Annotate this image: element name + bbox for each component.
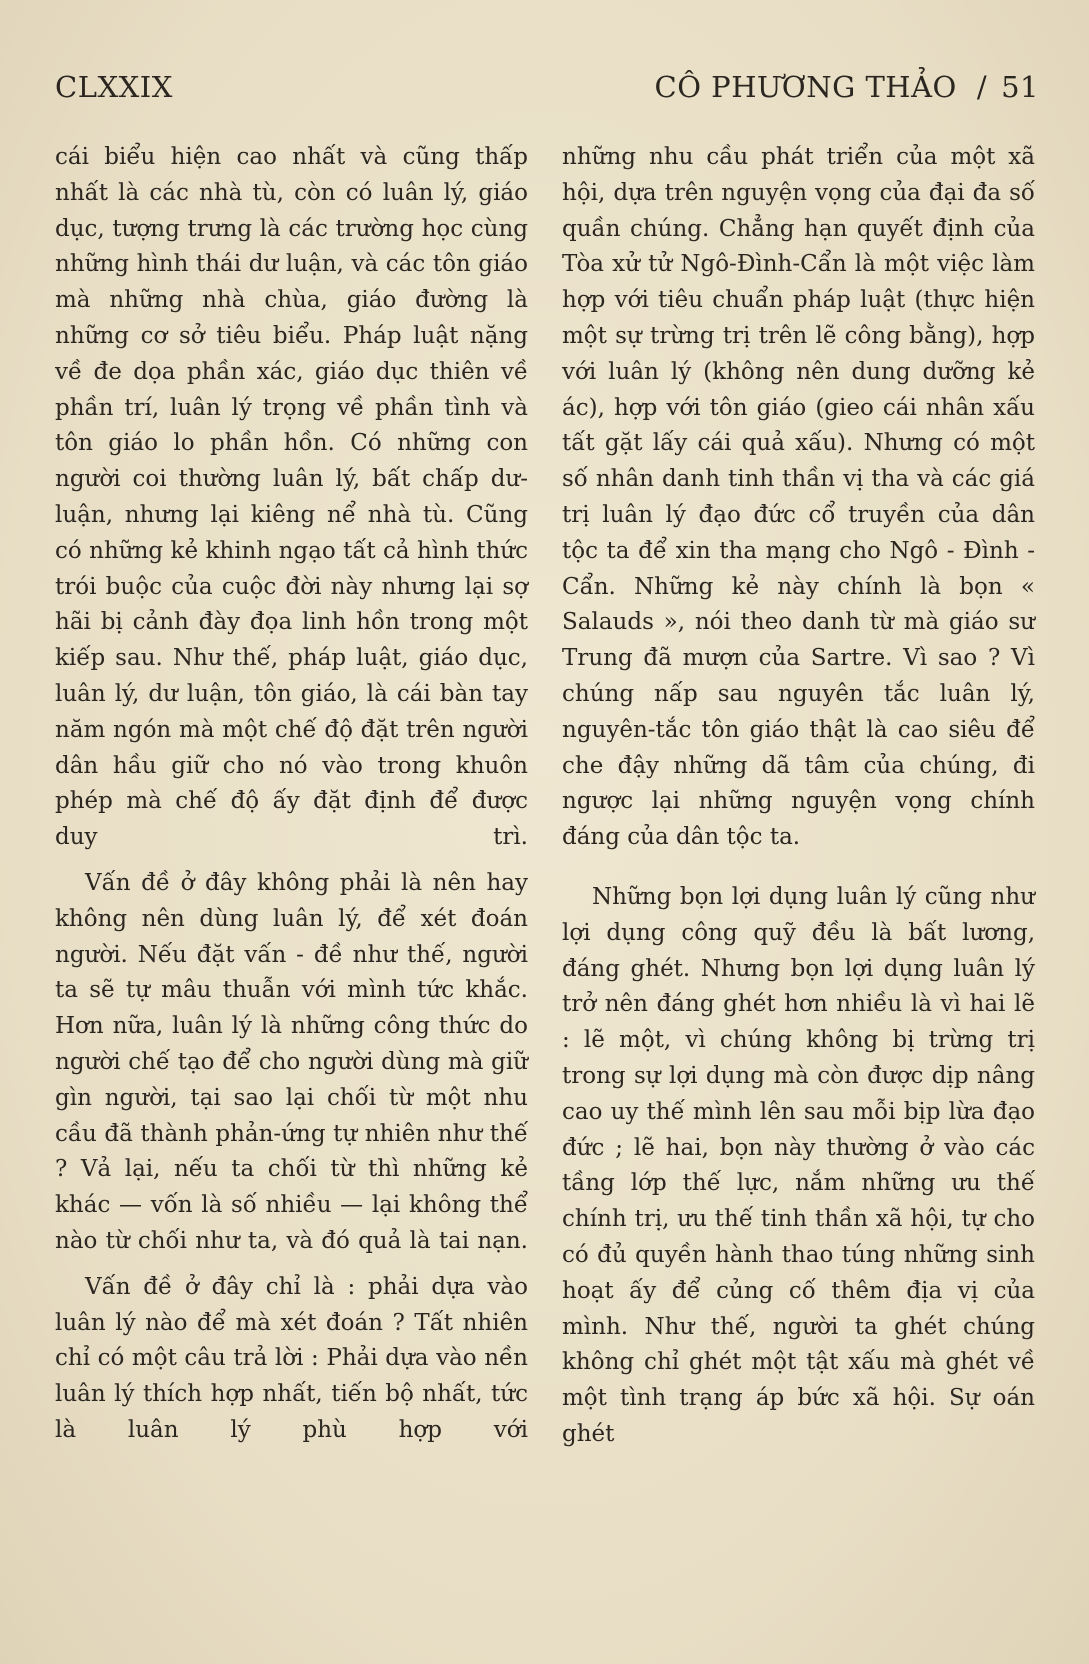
paragraph: cái biểu hiện cao nhất và cũng thấp nhất là các nhà tù, còn có luân lý, giáo dục, tượng trưng là các trường học cùng những hình thái dư luận, và các tôn giáo mà những nhà chùa, giáo đường là những cơ sở tiêu biểu. Pháp luật nặng về đe dọa phần xác, giáo dục thiên về phần trí, luân lý trọng về phần tình và tôn giáo lo phần hồn. Có những con người coi thường luân lý, bất chấp dư-luận, nhưng lại kiêng nể nhà tù. Cũng có những kẻ khinh ngạo tất cả hình thức trói buộc của cuộc đời này nhưng lại sợ hãi bị cảnh đày đọa linh hồn trong một kiếp sau. Như thế, pháp luật, giáo dục, luân lý, dư luận, tôn giáo, là cái bàn tay năm ngón mà một chế độ đặt trên người dân hầu giữ cho nó vào trong khuôn phép mà chế độ ấy đặt định để được duy trì. — [55, 144, 528, 851]
running-title: CÔ PHƯƠNG THẢO — [654, 70, 957, 104]
section-number: CLXXIX — [55, 70, 173, 104]
page-header — [55, 70, 1039, 112]
header-separator: / — [976, 70, 988, 104]
paragraph: Vấn đề ở đây không phải là nên hay không nên dùng luân lý, để xét đoán người. Nếu đặt vấn - đề như thế, người ta sẽ tự mâu thuẫn với mình tức khắc. Hơn nữa, luân lý là những công thức do người chế tạo để cho người dùng mà giữ gìn người, tại sao lại chối từ một nhu cầu đã thành phản-ứng tự nhiên như thế ? Vả lại, nếu ta chối từ thì những kẻ khác — vốn là số nhiều — lại không thể nào từ chối như ta, và đó quả là tai nạn. — [55, 869, 528, 1254]
paragraph: những nhu cầu phát triển của một xã hội, dựa trên nguyện vọng của đại đa số quần chúng. Chẳng hạn quyết định của Tòa xử tử Ngô-Đình-Cẩn là một việc làm hợp với tiêu chuẩn pháp luật (thực hiện một sự trừng trị trên lẽ công bằng), hợp với luân lý (không nên dung dưỡng kẻ ác), hợp với tôn giáo (gieo cái nhân xấu tất gặt lấy cái quả xấu). Nhưng có một số nhân danh tinh thần vị tha và các giá trị luân lý đạo đức cổ truyền của dân tộc ta để xin tha mạng cho Ngô - Đình - Cẩn. Những kẻ này chính là bọn « Salauds », nói theo danh từ mà giáo sư Trung đã mượn của Sartre. Vì sao ? Vì chúng nấp sau nguyên tắc luân lý, nguyên-tắc tôn giáo thật là cao siêu để che đậy những dã tâm của chúng, đi ngược lại những nguyện vọng chính đáng của dân tộc ta. — [562, 144, 1035, 851]
right-column — [562, 140, 1035, 1453]
running-header — [655, 70, 1040, 104]
paragraph: Vấn đề ở đây chỉ là : phải dựa vào luân lý nào để mà xét đoán ? Tất nhiên chỉ có một câu trả lời : Phải dựa vào nền luân lý thích hợp nhất, tiến bộ nhất, tức là luân lý phù hợp với — [55, 1273, 528, 1443]
left-column — [55, 140, 528, 1449]
paragraph: Những bọn lợi dụng luân lý cũng như lợi dụng công quỹ đều là bất lương, đáng ghét. Nhưng bọn lợi dụng luân lý trở nên đáng ghét hơn nhiều là vì hai lẽ : lẽ một, vì chúng không bị trừng trị trong sự lợi dụng mà còn được dịp nâng cao uy thế mình lên sau mỗi bịp lừa đạo đức ; lẽ hai, bọn này thường ở vào các tầng lớp thế lực, nắm những ưu thế chính trị, ưu thế tinh thần xã hội, tự cho có đủ quyền hành thao túng những sinh hoạt ấy để củng cố thêm địa vị của mình. Như thế, người ta ghét chúng không chỉ ghét một tật xấu mà ghét về một tình trạng áp bức xã hội. Sự oán ghét — [562, 883, 1035, 1447]
page-number: 51 — [1001, 70, 1039, 104]
